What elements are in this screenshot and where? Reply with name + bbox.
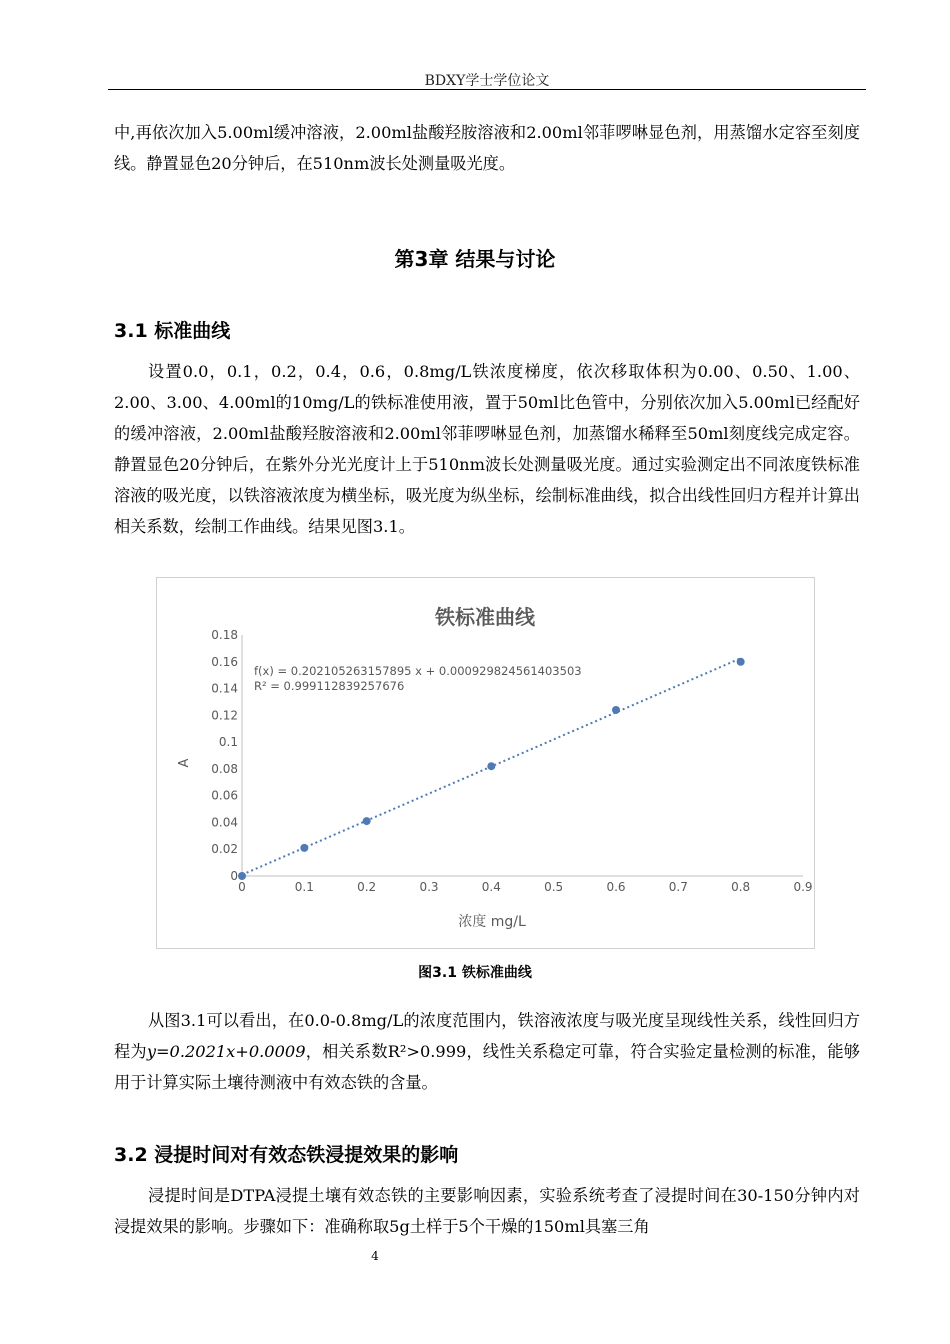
y-tick-label: 0	[230, 869, 238, 883]
y-tick-label: 0.02	[211, 842, 238, 857]
figure-chart	[156, 577, 815, 949]
section-3-2-paragraph: 浸提时间是DTPA浸提土壤有效态铁的主要影响因素，实验系统考查了浸提时间在30-150分钟内对浸提效果的影响。步骤如下：准确称取5g土样于5个干燥的150ml具塞三角	[114, 1186, 860, 1236]
x-tick-label: 0.2	[357, 880, 377, 894]
chart-x-label: 浓度 mg/L	[458, 914, 526, 930]
chart-equation-label: f(x) = 0.202105263157895 x + 0.000929824561403503	[254, 664, 582, 678]
x-tick-label: 0.3	[419, 880, 439, 894]
x-tick-label: 0.1	[294, 880, 314, 894]
x-tick-label: 0.9	[793, 880, 813, 894]
x-tick-label: 0.6	[606, 880, 626, 894]
y-tick-label: 0.16	[211, 654, 238, 669]
intro-paragraph: 中,再依次加入5.00ml缓冲溶液，2.00ml盐酸羟胺溶液和2.00ml邻菲啰啉显色剂，用蒸馏水定容至刻度线。静置显色20分钟后，在510nm波长处测量吸光度。	[114, 123, 860, 173]
x-tick-label: 0.4	[481, 880, 501, 894]
section-heading-3-1: 3.1 标准曲线	[114, 320, 231, 342]
regression-equation: y=0.2021x+0.0009	[146, 1042, 306, 1061]
chart-title: 铁标准曲线	[435, 605, 535, 629]
analysis-text-before: 从图3.1可以看出，在0.0-0.8mg/L的浓度范围内，铁溶液浓度与吸光度呈现线性关系，线性回归方程为	[114, 1011, 860, 1061]
y-tick-label: 0.08	[211, 761, 238, 776]
data-point	[238, 872, 246, 880]
figure-caption: 图3.1 铁标准曲线	[418, 965, 532, 981]
header-rule	[108, 89, 866, 90]
page-number: 4	[371, 1249, 379, 1263]
section-3-1-paragraph: 设置0.0，0.1，0.2，0.4，0.6，0.8mg/L铁浓度梯度，依次移取体积为0.00、0.50、1.00、2.00、3.00、4.00ml的10mg/L的铁标准使用液，置于50ml比色管中，分别依次加入5.00ml已经配好的缓冲溶液，2.00ml盐酸羟胺溶液和2.00ml邻菲啰啉显色剂，加蒸馏水稀释至50ml刻度线完成定容。静置显色20分钟后，在紫外分光光度计上于510nm波长处测量吸光度。通过实验测定出不同浓度铁标准溶液的吸光度，以铁溶液浓度为横坐标，吸光度为纵坐标，绘制标准曲线，拟合出线性回归方程并计算出相关系数，绘制工作曲线。结果见图3.1。	[114, 362, 860, 536]
data-point	[487, 762, 495, 770]
y-tick-label: 0.12	[211, 708, 238, 723]
x-tick-label: 0.8	[731, 880, 751, 894]
data-point	[737, 658, 745, 666]
chart-y-label: A	[177, 758, 192, 768]
y-tick-label: 0.06	[211, 788, 238, 803]
y-tick-label: 0.18	[211, 628, 238, 642]
x-tick-label: 0.5	[544, 880, 564, 894]
data-point	[363, 817, 371, 825]
analysis-text-after: ，相关系数R²>0.999，线性关系稳定可靠，符合实验定量检测的标准，能够用于计算实际土壤待测液中有效态铁的含量。	[114, 1042, 860, 1092]
y-tick-label: 0.1	[218, 735, 238, 750]
y-tick-label: 0.04	[211, 815, 238, 830]
section-heading-3-2: 3.2 浸提时间对有效态铁浸提效果的影响	[114, 1144, 459, 1166]
analysis-paragraph	[114, 1005, 860, 1098]
chapter-title: 第3章 结果与讨论	[394, 247, 556, 271]
chart-r2-label: R² = 0.999112839257676	[254, 679, 405, 693]
chart-svg	[157, 578, 814, 948]
data-point	[612, 706, 620, 714]
y-tick-label: 0.14	[211, 681, 238, 696]
x-tick-label: 0.7	[668, 880, 688, 894]
x-tick-label: 0	[238, 880, 246, 894]
data-point	[300, 844, 308, 852]
page-header: BDXY学士学位论文	[424, 73, 550, 89]
